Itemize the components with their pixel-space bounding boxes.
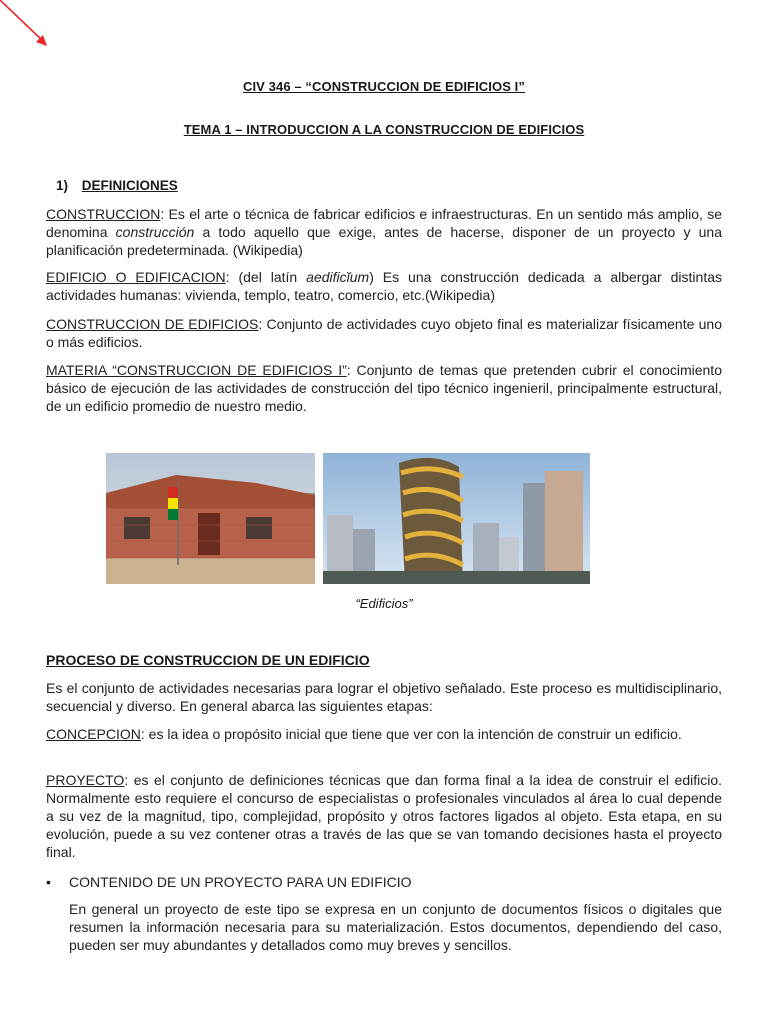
definition-text: : Es el arte o técnica de fabricar edificios e infraestructuras. En un sentido más amplio, se denomina	[46, 206, 722, 240]
towers-photo	[323, 453, 590, 584]
term: EDIFICIO O EDIFICACION	[46, 269, 226, 285]
definition-text: ) Es una construcción dedicada a albergar distintas actividades humanas: vivienda, templo, teatro, comercio, etc.(Wikipedia)	[46, 269, 722, 303]
stage-concepcion	[46, 725, 722, 743]
definitions-heading	[56, 178, 178, 193]
definition-edificio	[46, 268, 722, 304]
term: CONCEPCION	[46, 726, 141, 742]
stage-text: : es el conjunto de definiciones técnicas que dan forma final a la idea de construir el edificio. Normalmente esto requiere el concurso de especialistas o profesionales vinculados al área lo cual depende a su vez de la magnitud, tipo, complejidad, propósito y otros factores ligados al objeto. Esta etapa, en su evolución, puede a su vez contener otras a través de las que se van tomando decisiones hasta el proyecto final.	[46, 772, 722, 860]
process-intro: Es el conjunto de actividades necesarias para lograr el objetivo señalado. Este proceso es multidisciplinario, secuencial y diverso. En general abarca las siguientes etapas:	[46, 680, 722, 714]
house-photo	[106, 453, 315, 584]
section-label: DEFINICIONES	[81, 178, 178, 193]
course-title: CIV 346 – “CONSTRUCCION DE EDIFICIOS I”	[242, 79, 525, 94]
definition-text: : Conjunto de temas que pretenden cubrir el conocimiento básico de ejecución de las actividades de construcción del tipo técnico ingenieril, principalmente estructural, de un edificio promedio de nuestro medio.	[46, 362, 722, 414]
definition-construccion-edificios	[46, 315, 722, 351]
stage-text: : es la idea o propósito inicial que tiene que ver con la intención de construir un edificio.	[140, 726, 682, 742]
definition-text: : (del latín	[225, 269, 307, 285]
term: CONSTRUCCION	[46, 206, 161, 222]
topic-title: TEMA 1 – INTRODUCCION A LA CONSTRUCCION DE EDIFICIOS	[183, 122, 585, 137]
definition-construccion	[46, 205, 722, 259]
definition-text: : Conjunto de actividades cuyo objeto final es materializar físicamente uno o más edificios.	[46, 316, 722, 350]
italic-word: construcción	[115, 224, 195, 240]
term: MATERIA “CONSTRUCCION DE EDIFICIOS I”	[46, 362, 347, 378]
process-heading: PROCESO DE CONSTRUCCION DE UN EDIFICIO	[46, 652, 370, 668]
red-arrow-icon	[0, 0, 60, 60]
bullet-marker: •	[46, 874, 51, 890]
definition-text: a todo aquello que exige, antes de hacerse, disponer de un proyecto y una planificación predeterminada. (Wikipedia)	[46, 224, 722, 258]
definition-materia	[46, 361, 722, 415]
section-number: 1)	[56, 178, 69, 193]
term: PROYECTO	[46, 772, 125, 788]
bullet-title: CONTENIDO DE UN PROYECTO PARA UN EDIFICIO	[69, 874, 412, 890]
stage-proyecto	[46, 771, 722, 861]
bullet-body: En general un proyecto de este tipo se expresa en un conjunto de documentos físicos o digitales que resumen la información necesaria para su materialización. Estos documentos, dependiendo del caso, pueden ser muy abundantes y detallados como muy breves y sencillos.	[69, 901, 722, 953]
term: CONSTRUCCION DE EDIFICIOS	[46, 316, 259, 332]
figure-caption: “Edificios”	[355, 596, 413, 611]
italic-word: aedificĭum	[306, 269, 370, 285]
